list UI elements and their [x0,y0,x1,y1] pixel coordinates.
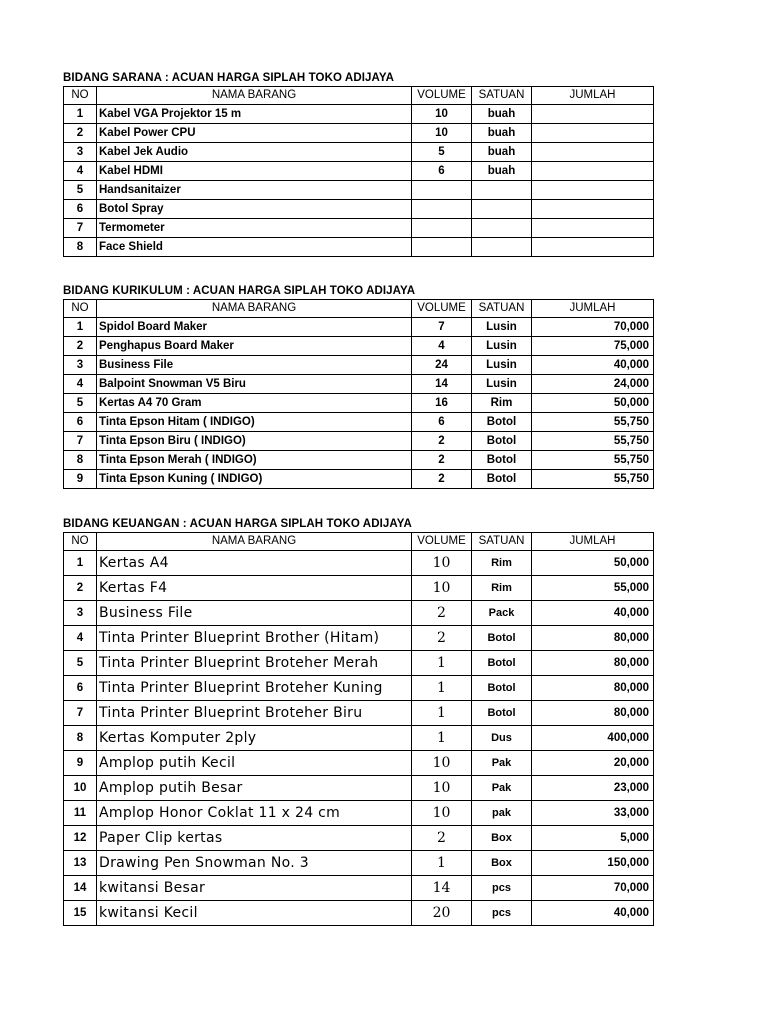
cell-satuan: pak [472,801,532,826]
table-row [64,318,654,337]
table-row [64,200,654,219]
header-row [64,87,654,105]
cell-volume: 20 [412,901,472,926]
header-nama: NAMA BARANG [97,87,412,105]
table-kurikulum [63,299,654,489]
table-row [64,776,654,801]
table-row [64,576,654,601]
cell-jumlah: 80,000 [532,676,654,701]
cell-no: 9 [64,751,97,776]
header-row [64,533,654,551]
cell-no: 2 [64,576,97,601]
cell-jumlah: 80,000 [532,626,654,651]
section-title: BIDANG KURIKULUM : ACUAN HARGA SIPLAH TOKO ADIJAYA [63,285,416,297]
table-row [64,876,654,901]
cell-nama-barang: kwitansi Kecil [97,901,412,926]
table-row [64,726,654,751]
table-row [64,701,654,726]
table-row [64,181,654,200]
cell-satuan: buah [472,124,532,143]
cell-volume: 7 [412,318,472,337]
cell-no: 9 [64,470,97,489]
section-keuangan [63,516,653,926]
cell-jumlah [532,200,654,219]
cell-nama-barang: Kertas F4 [97,576,412,601]
cell-no: 5 [64,651,97,676]
cell-jumlah: 33,000 [532,801,654,826]
cell-satuan: Lusin [472,337,532,356]
table-body [64,551,654,926]
table-body [64,105,654,257]
table-row [64,375,654,394]
cell-jumlah: 55,750 [532,470,654,489]
cell-no: 1 [64,551,97,576]
cell-satuan: Botol [472,451,532,470]
cell-nama-barang: Balpoint Snowman V5 Biru [97,375,412,394]
cell-no: 7 [64,432,97,451]
cell-nama-barang: Penghapus Board Maker [97,337,412,356]
cell-nama-barang: Tinta Epson Hitam ( INDIGO) [97,413,412,432]
cell-satuan: Botol [472,432,532,451]
cell-no: 2 [64,124,97,143]
cell-no: 6 [64,200,97,219]
cell-satuan: Lusin [472,356,532,375]
cell-volume: 5 [412,143,472,162]
table-row [64,124,654,143]
table-sarana [63,86,654,257]
cell-no: 7 [64,219,97,238]
cell-satuan: Dus [472,726,532,751]
table-keuangan [63,532,654,926]
header-volume: VOLUME [412,300,472,318]
cell-jumlah [532,238,654,257]
cell-satuan: pcs [472,901,532,926]
table-body [64,318,654,489]
cell-jumlah [532,181,654,200]
cell-volume: 10 [412,105,472,124]
table-row [64,432,654,451]
cell-volume [412,200,472,219]
cell-jumlah: 40,000 [532,901,654,926]
cell-jumlah: 75,000 [532,337,654,356]
cell-no: 10 [64,776,97,801]
cell-volume: 10 [412,751,472,776]
cell-no: 1 [64,105,97,124]
table-row [64,601,654,626]
cell-volume: 1 [412,851,472,876]
cell-no: 5 [64,181,97,200]
cell-no: 4 [64,162,97,181]
cell-nama-barang: Handsanitaizer [97,181,412,200]
header-volume: VOLUME [412,87,472,105]
cell-jumlah: 70,000 [532,876,654,901]
cell-satuan: Botol [472,701,532,726]
cell-volume [412,219,472,238]
cell-no: 6 [64,676,97,701]
cell-satuan: Lusin [472,318,532,337]
cell-volume: 6 [412,162,472,181]
cell-nama-barang: Kertas A4 [97,551,412,576]
table-row [64,337,654,356]
cell-jumlah: 24,000 [532,375,654,394]
section-title: BIDANG SARANA : ACUAN HARGA SIPLAH TOKO ADIJAYA [63,72,394,84]
cell-nama-barang: kwitansi Besar [97,876,412,901]
cell-no: 12 [64,826,97,851]
cell-no: 2 [64,337,97,356]
cell-volume: 16 [412,394,472,413]
cell-nama-barang: Tinta Printer Blueprint Broteher Merah [97,651,412,676]
table-row [64,451,654,470]
table-row [64,356,654,375]
cell-jumlah: 40,000 [532,356,654,375]
cell-jumlah: 55,750 [532,451,654,470]
cell-volume: 10 [412,551,472,576]
header-satuan: SATUAN [472,533,532,551]
cell-volume: 1 [412,726,472,751]
cell-satuan [472,238,532,257]
cell-satuan: Rim [472,551,532,576]
cell-jumlah: 50,000 [532,551,654,576]
table-row [64,219,654,238]
cell-volume: 2 [412,826,472,851]
cell-volume: 14 [412,375,472,394]
header-jumlah: JUMLAH [532,300,654,318]
table-row [64,751,654,776]
header-no: NO [64,300,97,318]
header-nama: NAMA BARANG [97,533,412,551]
cell-satuan: Botol [472,626,532,651]
cell-volume: 6 [412,413,472,432]
cell-satuan: Rim [472,394,532,413]
section-kurikulum [63,283,653,489]
table-row [64,105,654,124]
cell-satuan: Lusin [472,375,532,394]
cell-nama-barang: Kabel Jek Audio [97,143,412,162]
cell-satuan: Botol [472,676,532,701]
cell-satuan: buah [472,162,532,181]
cell-volume: 4 [412,337,472,356]
cell-no: 4 [64,375,97,394]
cell-nama-barang: Drawing Pen Snowman No. 3 [97,851,412,876]
table-row [64,651,654,676]
cell-jumlah [532,143,654,162]
table-row [64,676,654,701]
cell-nama-barang: Tinta Epson Biru ( INDIGO) [97,432,412,451]
cell-volume: 2 [412,451,472,470]
cell-volume [412,181,472,200]
cell-volume: 2 [412,626,472,651]
cell-nama-barang: Spidol Board Maker [97,318,412,337]
cell-jumlah: 80,000 [532,651,654,676]
header-satuan: SATUAN [472,87,532,105]
table-row [64,238,654,257]
cell-jumlah: 20,000 [532,751,654,776]
cell-satuan [472,200,532,219]
header-volume: VOLUME [412,533,472,551]
cell-volume: 1 [412,676,472,701]
cell-no: 1 [64,318,97,337]
cell-nama-barang: Termometer [97,219,412,238]
cell-volume: 14 [412,876,472,901]
section-title: BIDANG KEUANGAN : ACUAN HARGA SIPLAH TOKO ADIJAYA [63,518,412,530]
table-row [64,470,654,489]
cell-no: 3 [64,356,97,375]
header-no: NO [64,533,97,551]
cell-no: 8 [64,726,97,751]
cell-satuan: Botol [472,470,532,489]
cell-jumlah: 5,000 [532,826,654,851]
cell-satuan: buah [472,143,532,162]
table-row [64,826,654,851]
cell-jumlah: 40,000 [532,601,654,626]
header-nama: NAMA BARANG [97,300,412,318]
cell-volume: 2 [412,601,472,626]
cell-nama-barang: Botol Spray [97,200,412,219]
cell-satuan: Botol [472,413,532,432]
table-row [64,626,654,651]
cell-jumlah: 55,750 [532,413,654,432]
cell-satuan: Box [472,826,532,851]
cell-no: 8 [64,238,97,257]
cell-no: 6 [64,413,97,432]
cell-volume: 10 [412,801,472,826]
cell-jumlah [532,162,654,181]
cell-no: 7 [64,701,97,726]
cell-satuan: Pack [472,601,532,626]
cell-jumlah: 23,000 [532,776,654,801]
cell-volume [412,238,472,257]
table-row [64,143,654,162]
cell-nama-barang: Tinta Printer Blueprint Brother (Hitam) [97,626,412,651]
header-jumlah: JUMLAH [532,533,654,551]
cell-jumlah: 50,000 [532,394,654,413]
cell-satuan: Pak [472,776,532,801]
cell-nama-barang: Kertas Komputer 2ply [97,726,412,751]
cell-satuan: Box [472,851,532,876]
header-no: NO [64,87,97,105]
cell-volume: 2 [412,432,472,451]
cell-volume: 10 [412,576,472,601]
table-row [64,394,654,413]
cell-jumlah: 400,000 [532,726,654,751]
cell-nama-barang: Kabel HDMI [97,162,412,181]
cell-satuan: pcs [472,876,532,901]
cell-satuan [472,181,532,200]
cell-nama-barang: Amplop Honor Coklat 11 x 24 cm [97,801,412,826]
cell-nama-barang: Tinta Epson Merah ( INDIGO) [97,451,412,470]
cell-nama-barang: Paper Clip kertas [97,826,412,851]
cell-jumlah [532,124,654,143]
cell-nama-barang: Amplop putih Besar [97,776,412,801]
cell-nama-barang: Tinta Printer Blueprint Broteher Kuning [97,676,412,701]
cell-no: 5 [64,394,97,413]
cell-nama-barang: Amplop putih Kecil [97,751,412,776]
cell-satuan: buah [472,105,532,124]
cell-satuan: Rim [472,576,532,601]
table-row [64,413,654,432]
cell-no: 3 [64,143,97,162]
cell-volume: 10 [412,124,472,143]
cell-jumlah [532,219,654,238]
cell-volume: 10 [412,776,472,801]
cell-nama-barang: Kabel Power CPU [97,124,412,143]
cell-volume: 1 [412,701,472,726]
header-satuan: SATUAN [472,300,532,318]
cell-volume: 24 [412,356,472,375]
cell-nama-barang: Kabel VGA Projektor 15 m [97,105,412,124]
cell-jumlah: 70,000 [532,318,654,337]
section-sarana [63,70,653,257]
header-jumlah: JUMLAH [532,87,654,105]
table-row [64,551,654,576]
cell-no: 15 [64,901,97,926]
cell-nama-barang: Tinta Epson Kuning ( INDIGO) [97,470,412,489]
header-row [64,300,654,318]
cell-no: 14 [64,876,97,901]
cell-nama-barang: Tinta Printer Blueprint Broteher Biru [97,701,412,726]
cell-no: 8 [64,451,97,470]
cell-jumlah: 80,000 [532,701,654,726]
cell-satuan: Botol [472,651,532,676]
cell-satuan [472,219,532,238]
cell-nama-barang: Business File [97,601,412,626]
cell-jumlah [532,105,654,124]
cell-jumlah: 150,000 [532,851,654,876]
cell-no: 4 [64,626,97,651]
table-row [64,801,654,826]
cell-satuan: Pak [472,751,532,776]
cell-no: 3 [64,601,97,626]
table-row [64,162,654,181]
cell-nama-barang: Kertas A4 70 Gram [97,394,412,413]
cell-volume: 2 [412,470,472,489]
cell-no: 13 [64,851,97,876]
table-row [64,851,654,876]
cell-jumlah: 55,000 [532,576,654,601]
cell-no: 11 [64,801,97,826]
cell-nama-barang: Face Shield [97,238,412,257]
cell-jumlah: 55,750 [532,432,654,451]
cell-volume: 1 [412,651,472,676]
cell-nama-barang: Business File [97,356,412,375]
table-row [64,901,654,926]
